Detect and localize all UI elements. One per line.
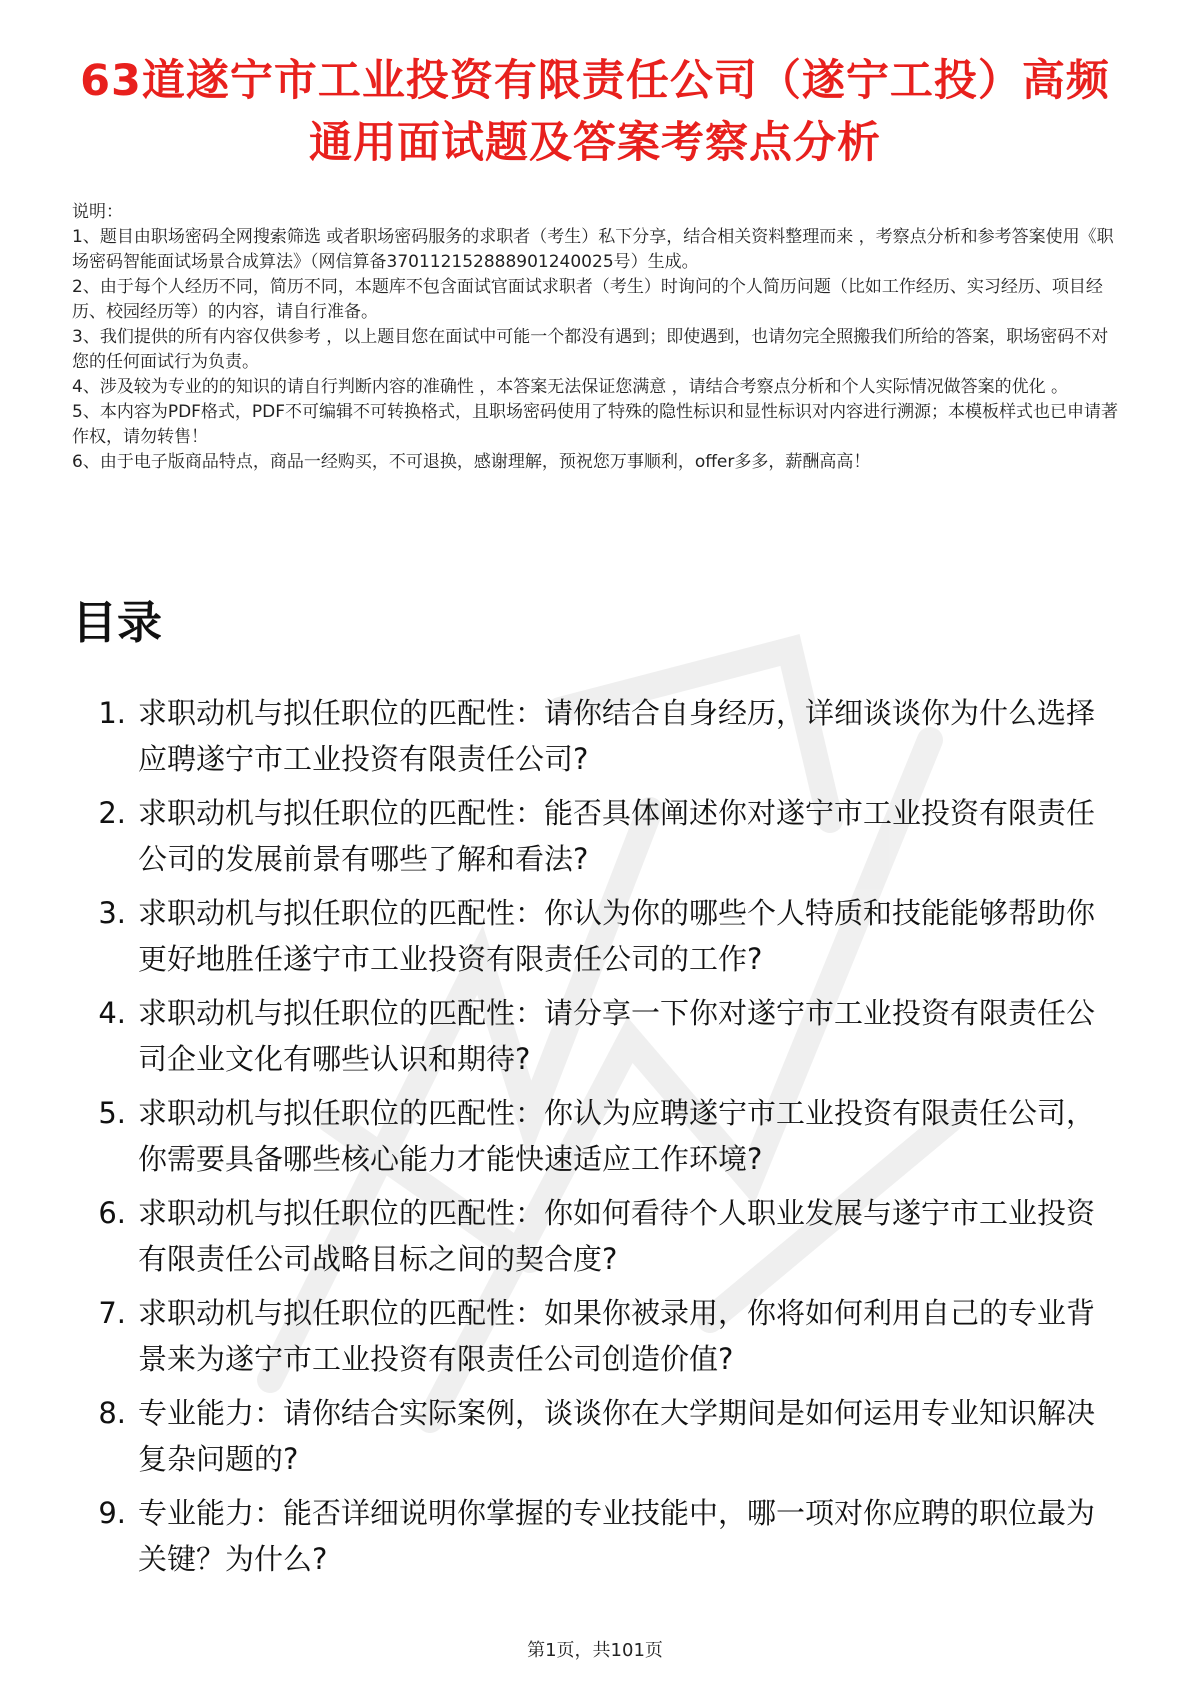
toc-item[interactable] [72,890,1112,982]
toc-item-text: 求职动机与拟任职位的匹配性：你如何看待个人职业发展与遂宁市工业投资有限责任公司战略目标之间的契合度? [138,1196,1096,1276]
toc-item-text: 求职动机与拟任职位的匹配性：你认为应聘遂宁市工业投资有限责任公司，你需要具备哪些核心能力才能快速适应工作环境? [138,1096,1096,1176]
toc-item[interactable] [72,1090,1112,1182]
toc-item-text: 求职动机与拟任职位的匹配性：请你结合自身经历，详细谈谈你为什么选择应聘遂宁市工业投资有限责任公司? [138,696,1096,776]
note-item: 3、我们提供的所有内容仅供参考 ，以上题目您在面试中可能一个都没有遇到；即使遇到，也请勿完全照搬我们所给的答案，职场密码不对您的任何面试行为负责。 [72,327,1109,372]
toc-item[interactable] [72,690,1112,782]
toc-item-number: 3. [98,896,126,930]
toc-item-number: 4. [98,996,126,1030]
toc-item-text: 求职动机与拟任职位的匹配性：能否具体阐述你对遂宁市工业投资有限责任公司的发展前景有哪些了解和看法? [138,796,1096,876]
note-item: 6、由于电子版商品特点，商品一经购买，不可退换，感谢理解，预祝您万事顺利，offer多多，薪酬高高！ [72,452,871,472]
toc-item[interactable] [72,1390,1112,1482]
toc-item[interactable] [72,1290,1112,1382]
toc-item-text: 专业能力：能否详细说明你掌握的专业技能中，哪一项对你应聘的职位最为关键？为什么? [138,1496,1096,1576]
toc-item-number: 2. [98,796,126,830]
toc-item-number: 5. [98,1096,126,1130]
toc-item-number: 8. [98,1396,126,1430]
toc-item[interactable] [72,790,1112,882]
notes-heading: 说明： [72,202,123,222]
toc-item[interactable] [72,1190,1112,1282]
toc-item-number: 7. [98,1296,126,1330]
notes-section [72,200,1122,475]
document-title: 63道遂宁市工业投资有限责任公司（遂宁工投）高频通用面试题及答案考察点分析 [80,56,1110,168]
note-item: 5、本内容为PDF格式，PDF不可编辑不可转换格式，且职场密码使用了特殊的隐性标识和显性标识对内容进行溯源；本模板样式也已申请著作权，请勿转售！ [72,402,1119,447]
note-item: 1、题目由职场密码全网搜索筛选 或者职场密码服务的求职者（考生）私下分享，结合相关资料整理而来 ，考察点分析和参考答案使用《职场密码智能面试场景合成算法》（网信算备370112152888901240025号）生成。 [72,227,1114,272]
toc-item-number: 9. [98,1496,126,1530]
toc-item-number: 1. [98,696,126,730]
toc-item[interactable] [72,990,1112,1082]
toc-item-text: 专业能力：请你结合实际案例，谈谈你在大学期间是如何运用专业知识解决复杂问题的? [138,1396,1096,1476]
note-item: 4、涉及较为专业的的知识的请自行判断内容的准确性 ，本答案无法保证您满意 ，请结合考察点分析和个人实际情况做答案的优化 。 [72,377,1069,397]
toc-heading: 目录 [72,596,163,649]
page-number-footer: 第1页，共101页 [527,1640,663,1661]
toc-item-number: 6. [98,1196,126,1230]
toc-item-text: 求职动机与拟任职位的匹配性：如果你被录用，你将如何利用自己的专业背景来为遂宁市工业投资有限责任公司创造价值? [138,1296,1096,1376]
toc-item-text: 求职动机与拟任职位的匹配性：你认为你的哪些个人特质和技能能够帮助你更好地胜任遂宁市工业投资有限责任公司的工作? [138,896,1096,976]
toc-list [72,690,1112,1590]
toc-item-text: 求职动机与拟任职位的匹配性：请分享一下你对遂宁市工业投资有限责任公司企业文化有哪些认识和期待? [138,996,1096,1076]
toc-item[interactable] [72,1490,1112,1582]
note-item: 2、由于每个人经历不同，简历不同，本题库不包含面试官面试求职者（考生）时询问的个人简历问题（比如工作经历、实习经历、项目经历、校园经历等）的内容，请自行准备。 [72,277,1103,322]
